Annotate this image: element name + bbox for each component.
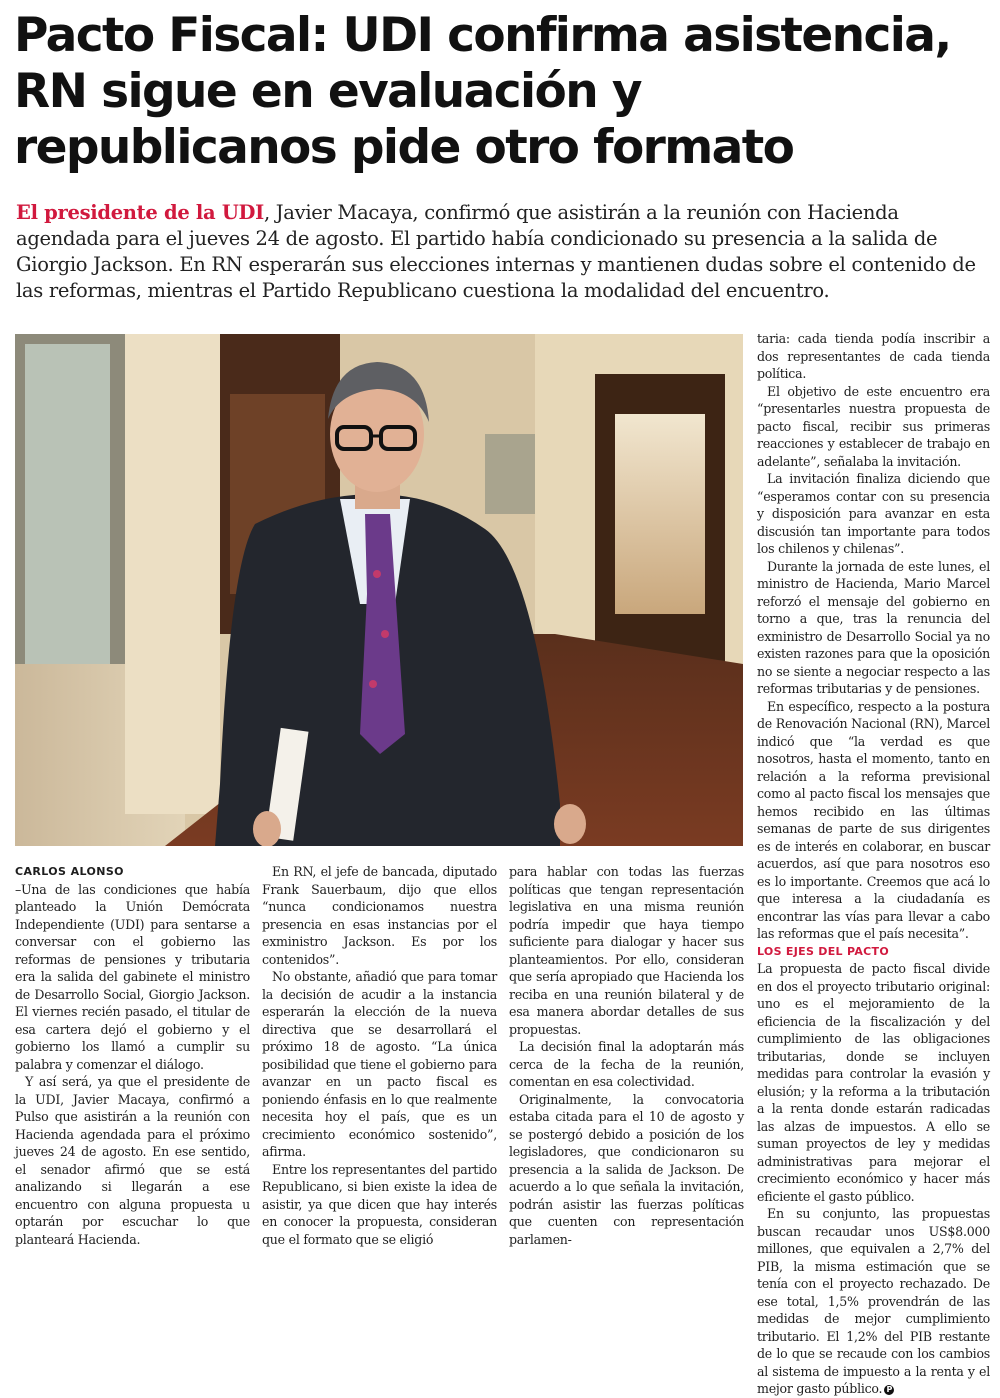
headline	[14, 8, 989, 176]
section-subhead: LOS EJES DEL PACTO	[757, 944, 889, 958]
headline-line-3: republicanos pide otro formato	[14, 120, 794, 175]
article-column-4	[757, 330, 990, 1398]
paragraph: –Una de las condiciones que había planteado la Unión Demócrata Independiente (UDI) para sentarse a conversar con el gobierno las reformas de pensiones y tributaria era la salida del gabinete el ministro de Desarrollo Social, Giorgio Jackson. El viernes recién pasado, el titular de esa cartera dejó el gobierno y el gobierno los llamó a cumplir su palabra y comenzar el diálogo.	[15, 881, 250, 1072]
lead-paragraph	[16, 200, 991, 304]
paragraph: La propuesta de pacto fiscal divide en dos el proyecto tributario original: uno es el mejoramiento de la eficiencia de la fiscalización y del cumplimiento de las obligaciones tributarias, donde se incluyen medidas para controlar la evasión y elusión; y la reforma a la tributación a la renta donde estarán radicadas las alzas de impuestos. A ello se suman proyectos de ley y medidas administrativas para mejorar el crecimiento económico y hacer más eficiente el gasto público.	[757, 961, 990, 1204]
paragraph	[757, 1205, 990, 1398]
paragraph-text: En su conjunto, las propuestas buscan recaudar unos US$8.000 millones, que equivalen a 2,7% del PIB, la misma estimación que se tenía con el proyecto rechazado. De ese total, 1,5% provendrán de las medidas de mejor cumplimiento tributario. El 1,2% del PIB restante de lo que se recaude con los cambios al sistema de impuesto a la renta y el mejor gasto público.	[757, 1206, 990, 1396]
paragraph: La decisión final la adoptarán más cerca de la fecha de la reunión, comentan en esa colectividad.	[509, 1039, 744, 1089]
headline-line-2: RN sigue en evaluación y	[14, 64, 641, 119]
paragraph: La invitación finaliza diciendo que “esperamos contar con su presencia y disposición para avanzar en esta discusión tan importante para todos los chilenos y chilenas”.	[757, 471, 990, 556]
paragraph: En RN, el jefe de bancada, diputado Frank Sauerbaum, dijo que ellos “nunca condicionamos nuestra presencia en esas instancias por el exministro Jackson. Es por los contenidos”.	[262, 864, 497, 967]
paragraph: taria: cada tienda podía inscribir a dos representantes de cada tienda política.	[757, 331, 990, 381]
photo-illustration	[15, 334, 743, 846]
article-column-2	[262, 863, 497, 1248]
article-column-3	[509, 863, 744, 1248]
lead-kicker: El presidente de la UDI	[16, 201, 264, 224]
paragraph: No obstante, añadió que para tomar la decisión de acudir a la instancia esperarán la elección de la nueva directiva que se desarrollará el próximo 18 de agosto. “La única posibilidad que tiene el gobierno para avanzar en un pacto fiscal es poniendo énfasis en lo que realmente necesita hoy el país, que es un crecimiento económico sostenido”, afirma.	[262, 969, 497, 1159]
paragraph: Originalmente, la convocatoria estaba citada para el 10 de agosto y se postergó debido a posición de los legisladores, que condicionaron su presencia a la salida de Jackson. De acuerdo a lo que señala la invitación, podrán asistir las fuerzas políticas que cuenten con representación parlamen-	[509, 1091, 744, 1247]
paragraph: Y así será, ya que el presidente de la UDI, Javier Macaya, confirmó a Pulso que asistirán a la reunión con Hacienda agendada para el próximo jueves 24 de agosto. En ese sentido, el senador afirmó que se está analizando si llegarán a ese encuentro con alguna propuesta u optarán por escuchar lo que planteará Hacienda.	[15, 1074, 250, 1247]
paragraph: Durante la jornada de este lunes, el ministro de Hacienda, Mario Marcel reforzó el mensaje del gobierno en torno a que, tras la renuncia del exministro de Desarrollo Social ya no existen razones para que la oposición no se siente a negociar respecto a las reformas tributarias y de pensiones.	[757, 558, 990, 696]
article-column-1	[15, 863, 250, 1248]
paragraph: para hablar con todas las fuerzas políticas que tengan representación legislativa en una misma reunión podría impedir que haya tiempo suficiente para dialogar y hacer sus planteamientos. Por ello, consideran que sería apropiado que Hacienda los reciba en una reunión bilateral y de esa manera abordar detalles de sus propuestas.	[509, 864, 744, 1037]
paragraph: Entre los representantes del partido Republicano, si bien existe la idea de asistir, ya que dicen que hay interés en conocer la propuesta, consideran que el formato que se eligió	[262, 1161, 497, 1247]
end-mark-icon: P	[884, 1385, 894, 1395]
paragraph: En específico, respecto a la postura de Renovación Nacional (RN), Marcel indicó que “la verdad es que nosotros, hasta el momento, tanto en relación a la reforma previsional como al pacto fiscal los mensajes que hemos recibido en las últimas semanas de parte de sus dirigentes es de interés en colaborar, en buscar acuerdos, así que para nosotros eso es lo importante. Creemos que acá lo que interesa a la ciudadanía es encontrar las vías para llevar a cabo las reformas que el país necesita”.	[757, 698, 990, 941]
paragraph: El objetivo de este encuentro era “presentarles nuestra propuesta de pacto fiscal, recibir sus primeras reacciones y establecer de trabajo en adelante”, señalaba la invitación.	[757, 383, 990, 469]
lead-text: , Javier Macaya, confirmó que asistirán a la reunión con Hacienda agendada para el jueves 24 de agosto. El partido había condicionado su presencia a la salida de Giorgio Jackson. En RN esperarán sus elecciones internas y mantienen dudas sobre el contenido de las reformas, mientras el Partido Republicano cuestiona la modalidad del encuentro.	[16, 201, 976, 302]
article-photo	[15, 334, 743, 846]
byline: CARLOS ALONSO	[15, 865, 124, 878]
headline-line-1: Pacto Fiscal: UDI confirma asistencia,	[14, 8, 951, 63]
